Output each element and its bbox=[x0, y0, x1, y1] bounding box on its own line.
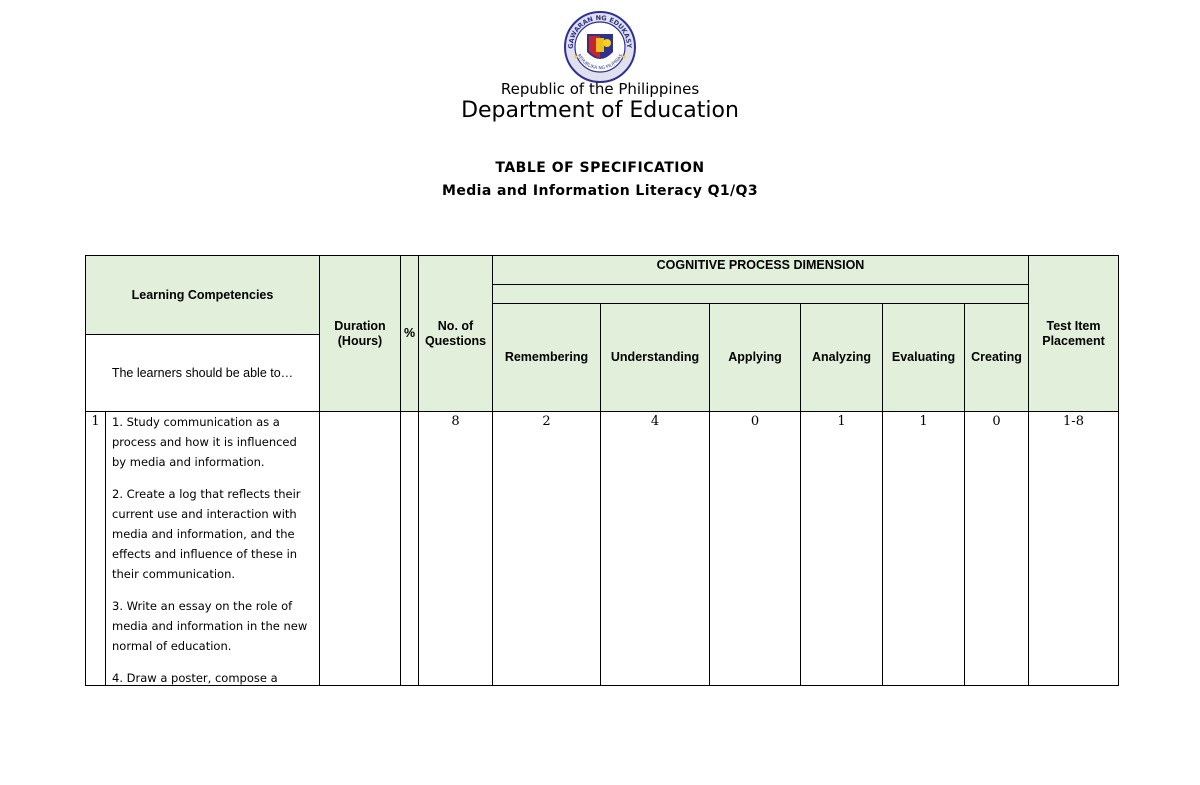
competency-item: 3. Write an essay on the role of media and information in the new normal of education. bbox=[112, 599, 308, 653]
svg-text:REPUBLIKA NG PILIPINAS: REPUBLIKA NG PILIPINAS bbox=[575, 53, 625, 72]
row-creating: 0 bbox=[964, 411, 1029, 686]
row-index: 1 bbox=[85, 411, 106, 686]
header-learners-note: The learners should be able to… bbox=[85, 334, 320, 412]
header-test-item-placement: Test Item Placement bbox=[1028, 255, 1119, 412]
row-percent bbox=[400, 411, 419, 686]
header-remembering: Remembering bbox=[492, 303, 601, 412]
header-creating: Creating bbox=[964, 303, 1029, 412]
header-analyzing: Analyzing bbox=[800, 303, 883, 412]
row-remembering: 2 bbox=[492, 411, 601, 686]
row-competencies bbox=[105, 411, 320, 686]
header-evaluating: Evaluating bbox=[882, 303, 965, 412]
header-applying: Applying bbox=[709, 303, 801, 412]
row-test-item-placement: 1-8 bbox=[1028, 411, 1119, 686]
row-no-of-questions: 8 bbox=[418, 411, 493, 686]
competency-item: 1. Study communication as a process and how it is influenced by media and information. bbox=[112, 415, 297, 469]
header-duration: Duration (Hours) bbox=[319, 255, 401, 412]
header-dimension-spacer bbox=[492, 284, 1029, 304]
header-understanding: Understanding bbox=[600, 303, 710, 412]
department-title: Department of Education bbox=[461, 98, 739, 123]
header-percent: % bbox=[400, 255, 419, 412]
document-title: TABLE OF SPECIFICATION bbox=[495, 160, 705, 176]
row-applying: 0 bbox=[709, 411, 801, 686]
competency-item: 2. Create a log that reflects their current use and interaction with media and information, and the effects and influence of these in their communication. bbox=[112, 487, 301, 581]
document-subtitle: Media and Information Literacy Q1/Q3 bbox=[441, 183, 758, 199]
row-analyzing: 1 bbox=[800, 411, 883, 686]
header-no-of-questions: No. of Questions bbox=[418, 255, 493, 412]
header-learning-competencies: Learning Competencies bbox=[85, 255, 320, 335]
header-cognitive-dimension: COGNITIVE PROCESS DIMENSION bbox=[492, 255, 1029, 285]
row-evaluating: 1 bbox=[882, 411, 965, 686]
republic-label: Republic of the Philippines bbox=[500, 80, 700, 98]
row-duration bbox=[319, 411, 401, 686]
svg-text:KAGAWARAN NG EDUKASYON: GAWARAN NG EDUKASY bbox=[566, 13, 634, 49]
competency-item: 4. Draw a poster, compose a bbox=[112, 671, 278, 685]
row-understanding: 4 bbox=[600, 411, 710, 686]
